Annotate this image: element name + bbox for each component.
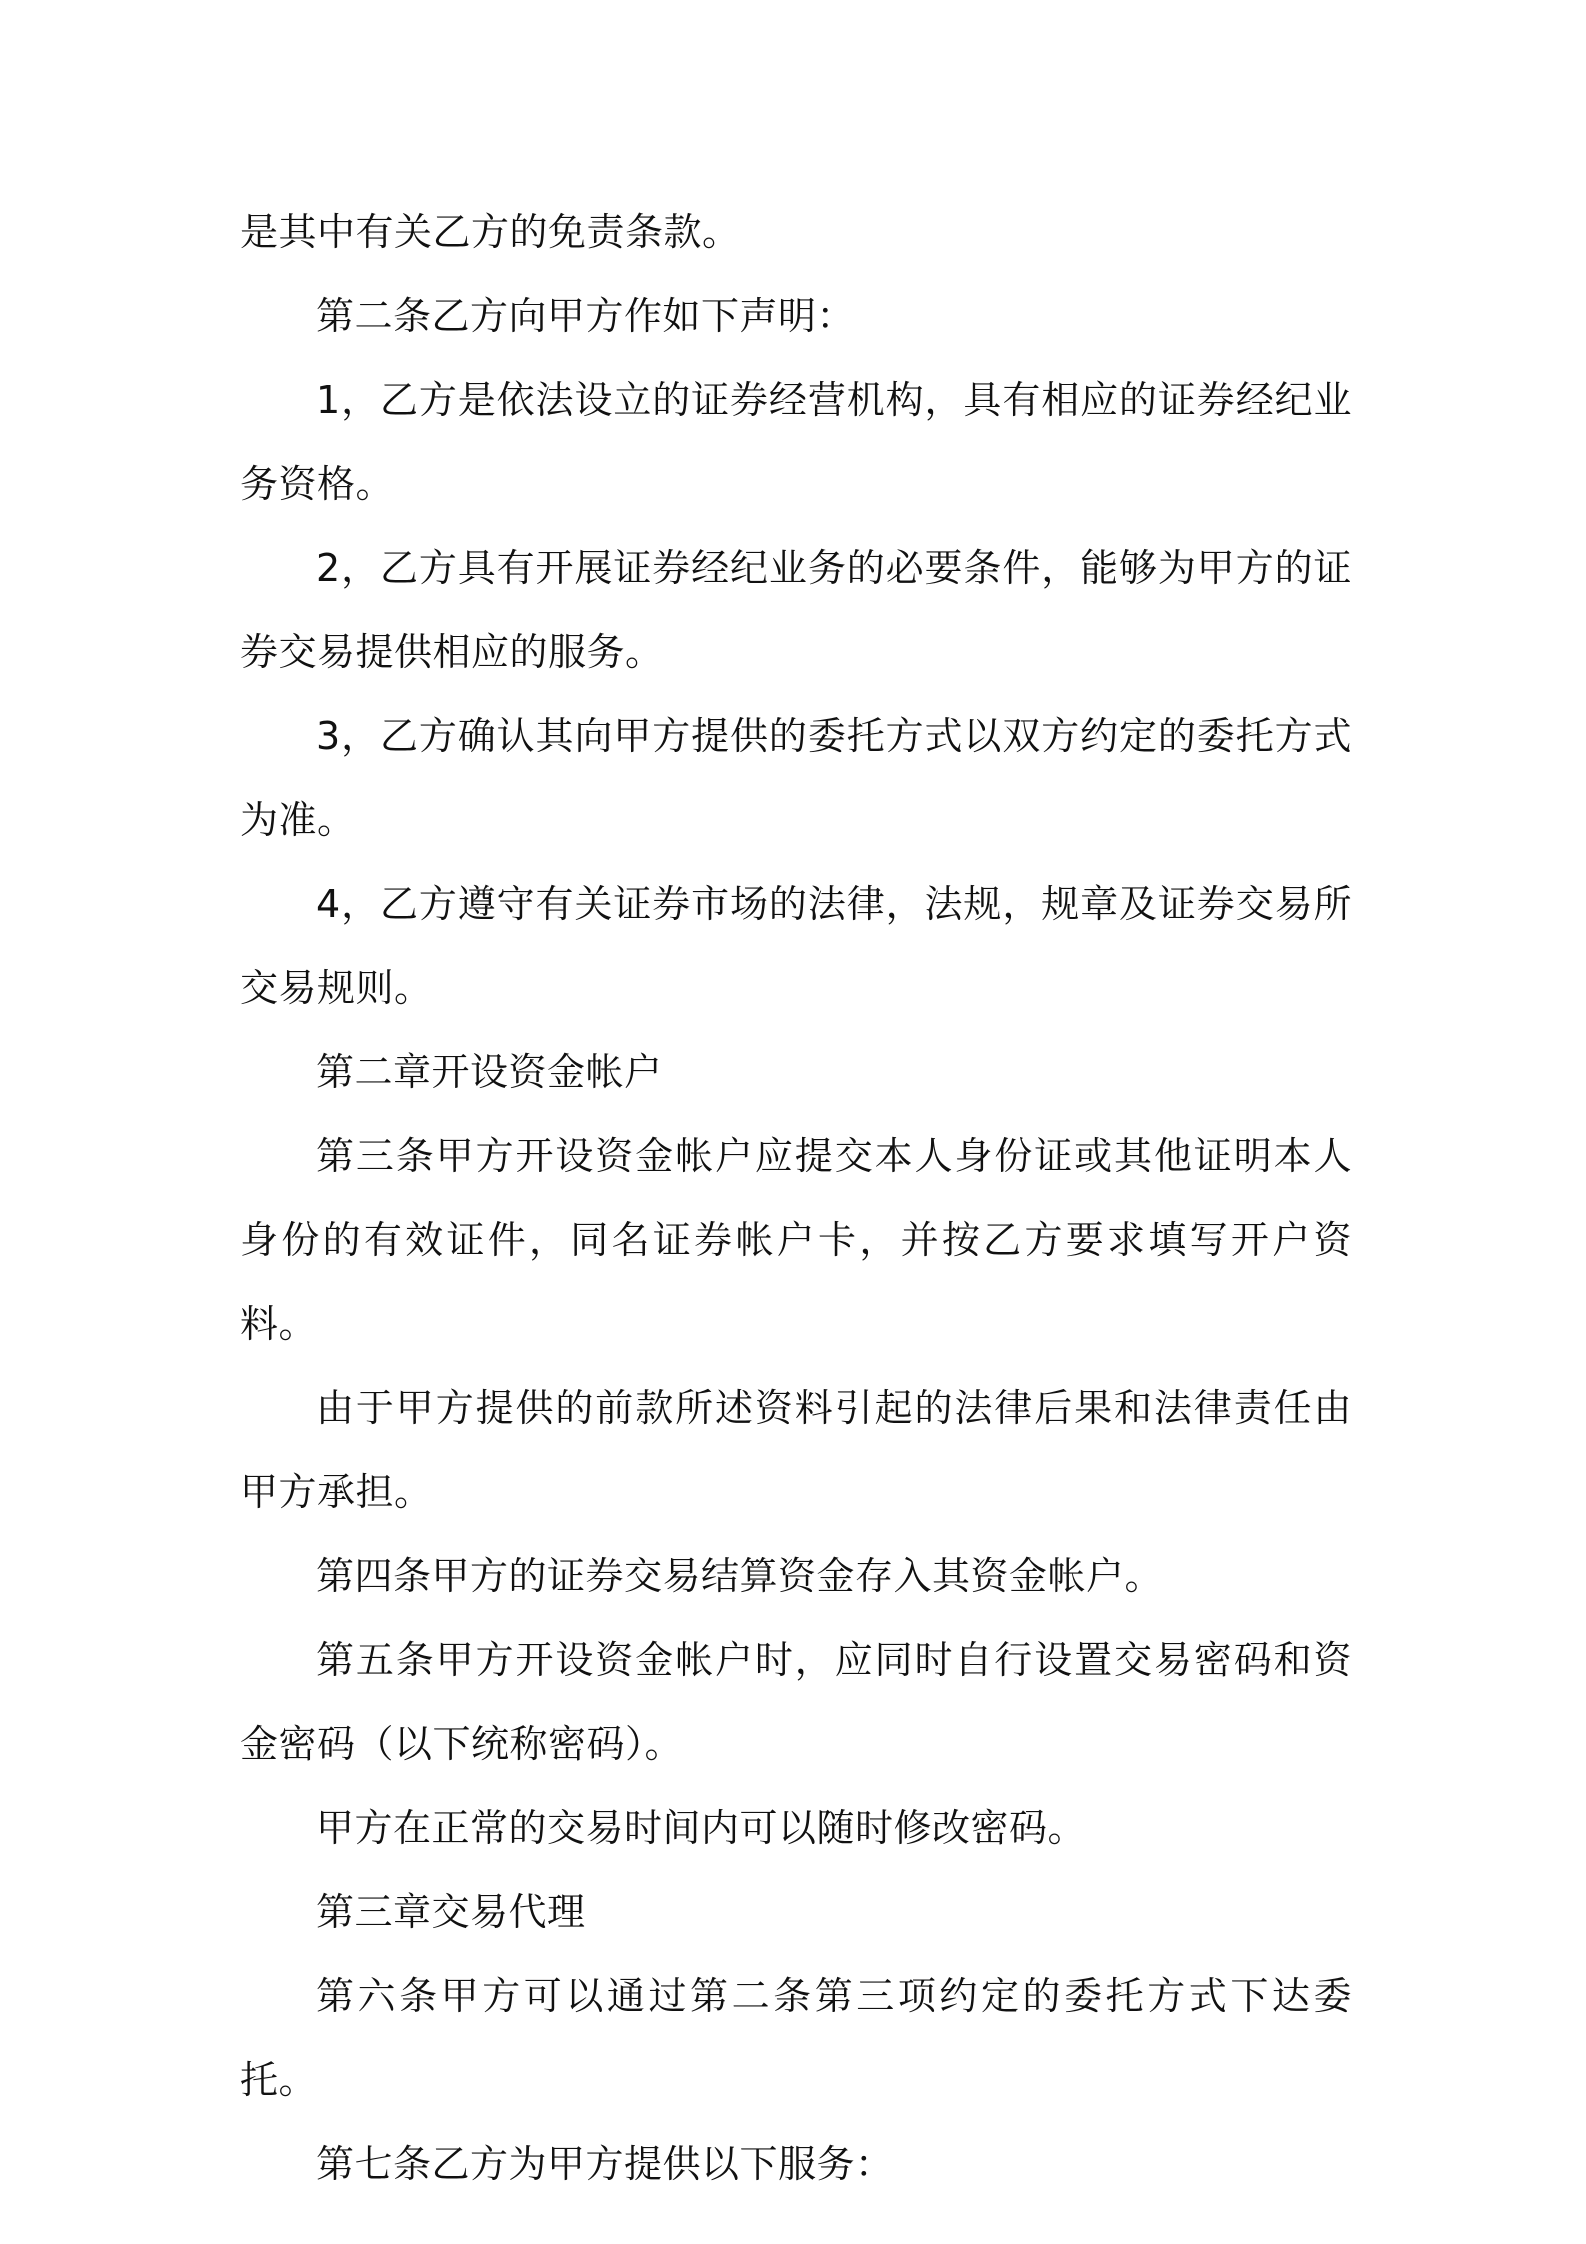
paragraph-article-2-heading: 第二条乙方向甲方作如下声明：: [316, 294, 856, 338]
paragraph-article-3-liability: 由于甲方提供的前款所述资料引起的法律后果和法律责任由甲方承担。: [240, 1386, 1352, 1514]
paragraph-disclaimer-clause: 是其中有关乙方的免责条款。: [240, 210, 741, 254]
paragraph-article-3: 第三条甲方开设资金帐户应提交本人身份证或其他证明本人身份的有效证件，同名证券帐户卡，并按乙方要求填写开户资料。: [240, 1134, 1352, 1346]
paragraph-article-4: 第四条甲方的证券交易结算资金存入其资金帐户。: [316, 1554, 1164, 1598]
paragraph-article-2-item-4: 4，乙方遵守有关证券市场的法律，法规，规章及证券交易所交易规则。: [240, 882, 1352, 1010]
paragraph-article-5-password-change: 甲方在正常的交易时间内可以随时修改密码。: [316, 1806, 1087, 1850]
paragraph-article-6: 第六条甲方可以通过第二条第三项约定的委托方式下达委托。: [240, 1974, 1352, 2102]
chapter-3-heading: 第三章交易代理: [316, 1890, 586, 1934]
document-body: [240, 190, 1352, 2206]
paragraph-article-2-item-3: 3，乙方确认其向甲方提供的委托方式以双方约定的委托方式为准。: [240, 714, 1352, 842]
chapter-2-heading: 第二章开设资金帐户: [316, 1050, 663, 1094]
paragraph-article-2-item-2: 2，乙方具有开展证券经纪业务的必要条件，能够为甲方的证券交易提供相应的服务。: [240, 546, 1352, 674]
paragraph-article-2-item-1: 1，乙方是依法设立的证券经营机构，具有相应的证券经纪业务资格。: [240, 378, 1352, 506]
paragraph-article-7: 第七条乙方为甲方提供以下服务：: [316, 2142, 894, 2186]
paragraph-article-5: 第五条甲方开设资金帐户时，应同时自行设置交易密码和资金密码（以下统称密码）。: [240, 1638, 1352, 1766]
